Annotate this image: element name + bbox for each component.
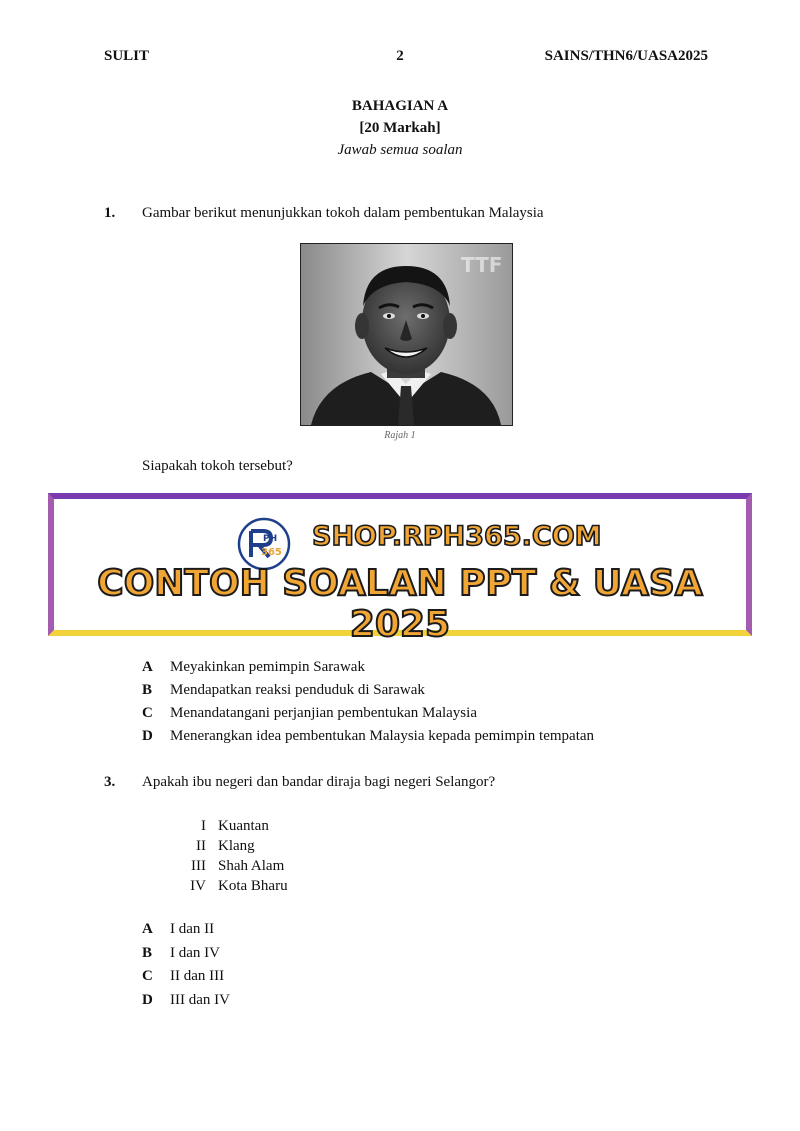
section-title: BAHAGIAN A xyxy=(351,98,449,114)
question-1-prompt: Siapakah tokoh tersebut? xyxy=(142,458,293,474)
banner-title: CONTOH SOALAN PPT & UASA 2025 xyxy=(97,563,703,645)
question-3-option-d: D III dan IV xyxy=(142,992,230,1008)
promo-banner xyxy=(48,493,752,645)
portrait-illustration xyxy=(301,244,512,425)
roman-item-3: III Shah Alam xyxy=(191,858,285,874)
section-instruction: Jawab semua soalan xyxy=(337,142,463,158)
question-1-text: Gambar berikut menunjukkan tokoh dalam pembentukan Malaysia xyxy=(142,205,544,221)
question-2-option-a: A Meyakinkan pemimpin Sarawak xyxy=(142,659,365,675)
roman-item-4: IV Kota Bharu xyxy=(190,878,288,894)
question-1-number: 1. xyxy=(104,205,116,221)
svg-text:PH: PH xyxy=(263,534,278,544)
question-2-option-b: B Mendapatkan reaksi penduduk di Sarawak xyxy=(142,682,425,698)
svg-text:365: 365 xyxy=(261,547,282,558)
question-3-option-a: A I dan II xyxy=(142,921,215,937)
header-code: SAINS/THN6/UASA2025 xyxy=(544,48,708,64)
roman-item-1: I Kuantan xyxy=(201,818,269,834)
question-3-option-b: B I dan IV xyxy=(142,945,220,961)
banner-shop-url: SHOP.RPH365.COM xyxy=(312,521,602,552)
question-3-text: Apakah ibu negeri dan bandar diraja bagi negeri Selangor? xyxy=(142,774,496,790)
question-2-option-c: C Menandatangani perjanjian pembentukan Malaysia xyxy=(142,705,477,721)
question-2-option-d: D Menerangkan idea pembentukan Malaysia kepada pemimpin tempatan xyxy=(142,728,595,744)
header-left: SULIT xyxy=(104,48,150,64)
page-number: 2 xyxy=(396,48,404,64)
portrait-photo xyxy=(300,243,513,426)
roman-item-2: II Klang xyxy=(196,838,255,854)
figure-caption: Rajah 1 xyxy=(384,430,416,441)
question-3-option-c: C II dan III xyxy=(142,968,225,984)
question-3-number: 3. xyxy=(104,774,116,790)
section-marks: [20 Markah] xyxy=(359,120,441,136)
photo-watermark: TTF xyxy=(461,253,503,277)
